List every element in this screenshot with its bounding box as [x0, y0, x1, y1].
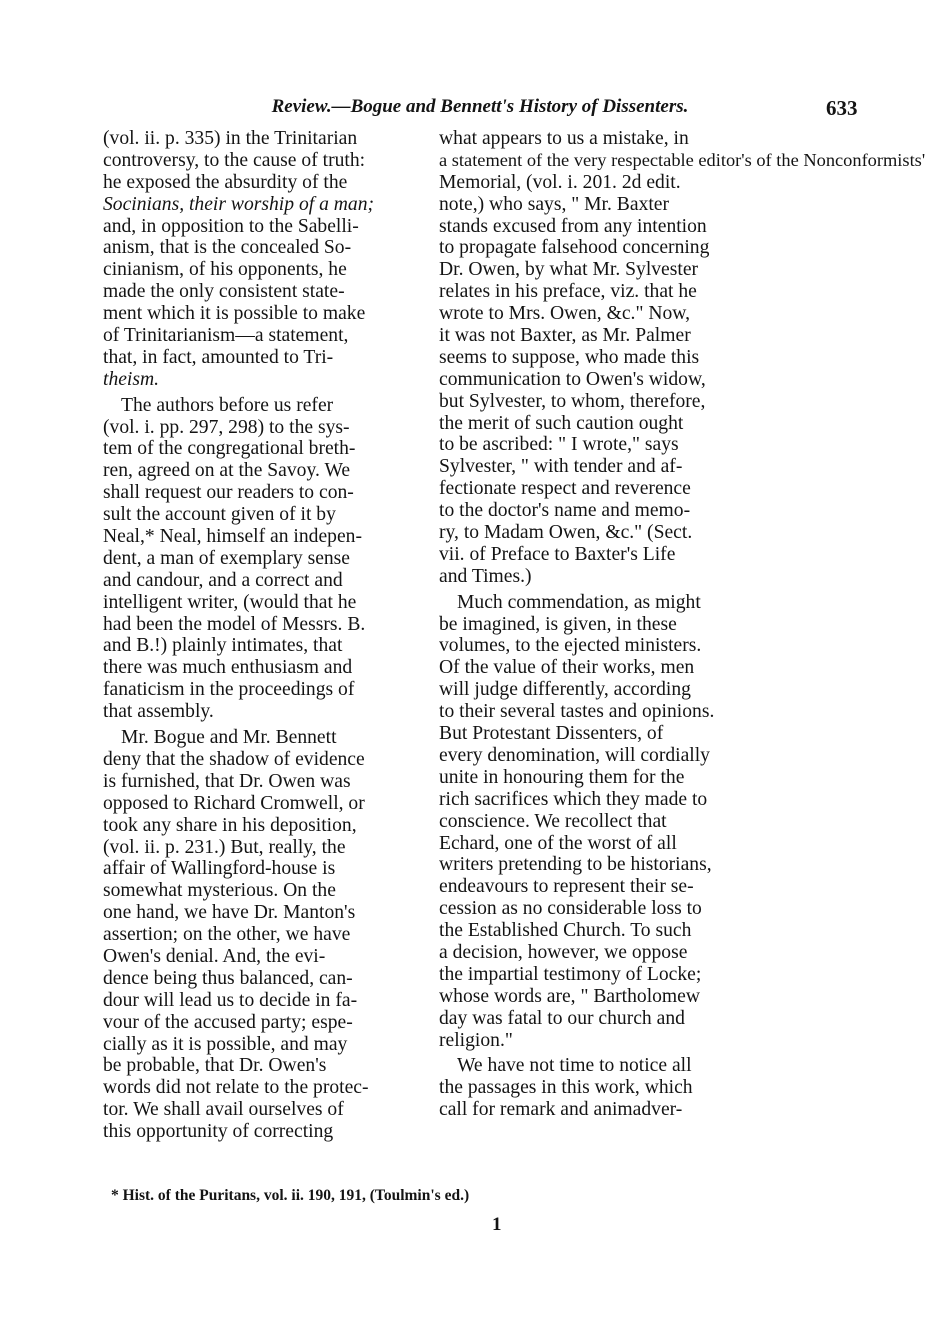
- text-line: dent, a man of exemplary sense: [103, 547, 351, 569]
- page-number: 633: [826, 96, 858, 120]
- text-line: dour will lead us to decide in fa-: [103, 989, 358, 1011]
- text-line: vour of the accused party; espe-: [103, 1011, 353, 1033]
- text-line: seems to suppose, who made this: [439, 346, 700, 368]
- text-line: what appears to us a mistake, in: [439, 128, 689, 149]
- text-line: communication to Owen's widow,: [439, 368, 706, 390]
- text-line: theism.: [103, 368, 160, 390]
- text-line: and, in opposition to the Sabelli-: [103, 215, 359, 237]
- text-line: will judge differently, according: [439, 679, 691, 701]
- text-line: one hand, we have Dr. Manton's: [103, 902, 356, 924]
- text-line: cinianism, of his opponents, he: [103, 259, 347, 281]
- text-line: day was fatal to our church and: [439, 1007, 685, 1029]
- text-line: controversy, to the cause of truth:: [103, 149, 366, 171]
- text-line: Socinians, their worship of a man;: [103, 193, 375, 215]
- text-line: there was much enthusiasm and: [103, 657, 353, 679]
- text-line: But Protestant Dissenters, of: [439, 723, 664, 745]
- text-line: writers pretending to be historians,: [439, 854, 712, 876]
- text-line: ry, to Madam Owen, &c." (Sect.: [439, 522, 693, 544]
- text-line: wrote to Mrs. Owen, &c." Now,: [439, 303, 691, 325]
- text-line: whose words are, " Bartholomew: [439, 985, 701, 1007]
- text-line: cession as no considerable loss to: [439, 898, 702, 920]
- text-line: (vol. ii. p. 231.) But, really, the: [103, 836, 346, 858]
- text-line: religion.": [439, 1029, 513, 1051]
- text-line: volumes, to the ejected ministers.: [439, 635, 702, 657]
- text-line: cially as it is possible, and may: [103, 1033, 348, 1055]
- text-line: call for remark and animadver-: [439, 1099, 683, 1121]
- text-line: this opportunity of correcting: [103, 1121, 334, 1143]
- text-line: made the only consistent state-: [103, 281, 345, 303]
- right-column: [439, 128, 925, 1121]
- text-line: the impartial testimony of Locke;: [439, 963, 702, 985]
- text-line: (vol. i. pp. 297, 298) to the sys-: [103, 416, 350, 438]
- text-line: unite in honouring them for the: [439, 766, 685, 788]
- text-line: fectionate respect and reverence: [439, 478, 691, 500]
- text-line: but Sylvester, to whom, therefore,: [439, 390, 706, 412]
- text-line: had been the model of Messrs. B.: [103, 613, 366, 635]
- running-title: Review.—Bogue and Bennett's History of Dissenters.: [271, 96, 689, 117]
- signature-mark: 1: [492, 1214, 502, 1235]
- text-line: sult the account given of it by: [103, 504, 336, 526]
- text-line: be imagined, is given, in these: [439, 613, 677, 635]
- text-line: words did not relate to the protec-: [103, 1077, 369, 1099]
- left-column: [103, 128, 433, 1143]
- text-line: stands excused from any intention: [439, 215, 707, 237]
- text-line: relates in his preface, viz. that he: [439, 281, 697, 303]
- text-line: endeavours to represent their se-: [439, 876, 694, 898]
- text-line: that, in fact, amounted to Tri-: [103, 346, 334, 368]
- paragraph-start: Much commendation, as might: [457, 591, 701, 613]
- text-line: Sylvester, " with tender and af-: [439, 456, 683, 478]
- text-line: be probable, that Dr. Owen's: [103, 1055, 327, 1077]
- text-line: and Times.): [439, 565, 532, 587]
- text-line: the passages in this work, which: [439, 1077, 693, 1099]
- text-line: to the doctor's name and memo-: [439, 500, 691, 522]
- text-line: Memorial, (vol. i. 201. 2d edit.: [439, 171, 681, 193]
- text-line: ren, agreed on at the Savoy. We: [103, 460, 351, 482]
- text-line: note,) who says, " Mr. Baxter: [439, 193, 670, 215]
- text-line: Echard, one of the worst of all: [439, 832, 677, 854]
- text-line: and candour, and a correct and: [103, 569, 343, 591]
- text-line: ment which it is possible to make: [103, 303, 366, 325]
- text-line: a decision, however, we oppose: [439, 941, 688, 963]
- text-line: fanaticism in the proceedings of: [103, 679, 355, 701]
- footnote: * Hist. of the Puritans, vol. ii. 190, 191, (Toulmin's ed.): [111, 1187, 470, 1204]
- text-line: Neal,* Neal, himself an indepen-: [103, 526, 362, 548]
- text-line: and B.!) plainly intimates, that: [103, 635, 343, 657]
- text-line: tor. We shall avail ourselves of: [103, 1099, 344, 1121]
- text-line: is furnished, that Dr. Owen was: [103, 770, 351, 792]
- text-line: shall request our readers to con-: [103, 482, 354, 504]
- text-line: assertion; on the other, we have: [103, 924, 351, 946]
- text-line: anism, that is the concealed So-: [103, 237, 352, 259]
- text-line: Dr. Owen, by what Mr. Sylvester: [439, 259, 699, 281]
- text-line: conscience. We recollect that: [439, 810, 667, 832]
- paragraph-start: Mr. Bogue and Mr. Bennett: [121, 727, 337, 749]
- text-line: to be ascribed: " I wrote," says: [439, 434, 679, 456]
- text-line: vii. of Preface to Baxter's Life: [439, 543, 676, 565]
- text-line: every denomination, will cordially: [439, 744, 710, 766]
- text-line: intelligent writer, (would that he: [103, 591, 357, 613]
- text-line: that assembly.: [103, 701, 214, 723]
- paragraph-start: The authors before us refer: [121, 394, 334, 416]
- text-line: somewhat mysterious. On the: [103, 880, 336, 902]
- text-line: tem of the congregational breth-: [103, 438, 356, 460]
- text-line: (vol. ii. p. 335) in the Trinitarian: [103, 128, 358, 149]
- text-line: dence being thus balanced, can-: [103, 967, 353, 989]
- text-line: the Established Church. To such: [439, 920, 692, 942]
- text-line: he exposed the absurdity of the: [103, 171, 348, 193]
- text-line: Of the value of their works, men: [439, 657, 695, 679]
- text-line: deny that the shadow of evidence: [103, 748, 365, 770]
- text-line: of Trinitarianism—a statement,: [103, 325, 349, 347]
- text-line: took any share in his deposition,: [103, 814, 357, 836]
- text-line: affair of Wallingford-house is: [103, 858, 336, 880]
- text-line: to their several tastes and opinions.: [439, 701, 715, 723]
- text-line: a statement of the very respectable editor's of the Nonconformists': [439, 149, 925, 170]
- text-line: it was not Baxter, as Mr. Palmer: [439, 325, 691, 347]
- text-line: rich sacrifices which they made to: [439, 788, 708, 810]
- paragraph-start: We have not time to notice all: [457, 1055, 692, 1077]
- text-line: the merit of such caution ought: [439, 412, 684, 434]
- text-line: to propagate falsehood concerning: [439, 237, 710, 259]
- text-line: opposed to Richard Cromwell, or: [103, 792, 365, 814]
- text-line: Owen's denial. And, the evi-: [103, 945, 326, 967]
